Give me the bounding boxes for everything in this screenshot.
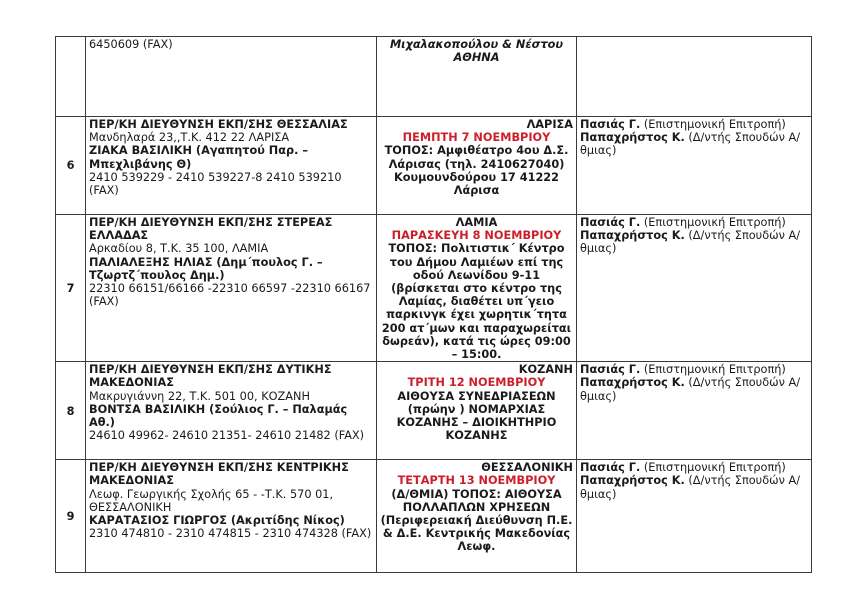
team-member — [580, 118, 808, 131]
directorate-phones: 22310 66151/66166 -22310 66597 -22310 66167 (FAX) — [89, 282, 371, 309]
member-name: Παπαχρήστος Κ. — [580, 376, 685, 390]
team-member — [580, 229, 808, 255]
directorate-cell — [86, 117, 377, 215]
member-name: Παπαχρήστος Κ. — [580, 474, 685, 488]
table-row — [56, 37, 812, 117]
team-cell — [577, 117, 812, 215]
venue-cell — [377, 215, 577, 362]
venue-date: ΠΕΜΠΤΗ 7 ΝΟΕΜΒΡΙΟΥ — [402, 131, 551, 145]
directorate-cell — [86, 37, 377, 117]
member-role: (Δ/ντής Σπουδών Α/θμιας) — [580, 474, 801, 501]
venue-city: ΚΟΖΑΝΗ — [518, 363, 573, 377]
team-member — [580, 216, 808, 229]
directorate-phones: 2410 539229 - 2410 539227-8 2410 539210 (FAX) — [89, 170, 342, 198]
venue-details: ΑΙΘΟΥΣΑ ΣΥΝΕΔΡΙΑΣΕΩΝ (πρώην ) ΝΟΜΑΡΧΙΑΣ ΚΟΖΑΝΗΣ – ΔΙΟΙΚΗΤΗΡΙΟ ΚΟΖΑΝΗΣ — [396, 389, 557, 443]
venue-details: ΤΟΠΟΣ: Αμφιθέατρο 4ου Δ.Σ. Λάρισας (τηλ. 2410627040) Κουμουνδούρου 17 41222 Λάρισα — [384, 144, 569, 198]
directorate-fax: 6450609 (FAX) — [89, 38, 173, 51]
venue-city: ΘΕΣΣΑΛΟΝΙΚΗ — [481, 461, 573, 475]
row-number: 7 — [56, 215, 86, 362]
member-role: (Επιστημονική Επιτροπή) — [643, 363, 786, 377]
team-member — [580, 461, 808, 474]
venue-cell — [377, 117, 577, 215]
venue-city: ΑΘΗΝΑ — [453, 51, 500, 65]
directorate-phones: 2310 474810 - 2310 474815 - 2310 474328 (FAX) — [89, 527, 372, 541]
member-name: Πασιάς Γ. — [580, 118, 641, 131]
venue-details: (Δ/ΘΜΙΑ) ΤΟΠΟΣ: ΑΙΘΟΥΣΑ ΠΟΛΛΑΠΛΩΝ ΧΡΗΣΕΩΝ (Περιφερειακή Διεύθυνση Π.Ε. & Δ.Ε. Κεντρικής Μακεδονίας Λεωφ. — [380, 487, 573, 554]
team-cell — [577, 460, 812, 573]
venue-date: ΤΡΙΤΗ 12 ΝΟΕΜΒΡΙΟΥ — [407, 376, 546, 390]
directorate-title: ΠΕΡ/ΚΗ ΔΙΕΥΘΥΝΣΗ ΕΚΠ/ΣΗΣ ΘΕΣΣΑΛΙΑΣ — [89, 118, 348, 131]
directorate-cell — [86, 460, 377, 573]
seminar-schedule-table — [55, 36, 812, 573]
team-cell — [577, 215, 812, 362]
directorate-cell — [86, 362, 377, 460]
directorate-title: ΠΕΡ/ΚΗ ΔΙΕΥΘΥΝΣΗ ΕΚΠ/ΣΗΣ ΔΥΤΙΚΗΣ ΜΑΚΕΔΟΝΙΑΣ — [89, 363, 332, 390]
directorate-address: Μακρυγιάννη 22, Τ.Κ. 501 00, ΚΟΖΑΝΗ — [89, 389, 310, 403]
venue-city: ΛΑΜΙΑ — [455, 216, 498, 229]
row-number: 8 — [56, 362, 86, 460]
member-role: (Επιστημονική Επιτροπή) — [643, 118, 786, 131]
venue-street: Μιχαλακοπούλου & Νέστου — [389, 38, 564, 51]
member-name: Πασιάς Γ. — [580, 363, 641, 377]
team-member — [580, 131, 808, 157]
table-row — [56, 117, 812, 215]
venue-cell — [377, 37, 577, 117]
member-name: Παπαχρήστος Κ. — [580, 229, 685, 243]
venue-cell — [377, 362, 577, 460]
team-cell — [577, 37, 812, 117]
row-number — [56, 37, 86, 117]
team-member — [580, 363, 808, 376]
member-role: (Δ/ντής Σπουδών Α/θμιας) — [580, 229, 801, 256]
team-member — [580, 474, 808, 500]
directorate-person: ΚΑΡΑΤΑΣΙΟΣ ΓΙΩΡΓΟΣ (Ακριτίδης Νίκος) — [89, 514, 345, 528]
directorate-title: ΠΕΡ/ΚΗ ΔΙΕΥΘΥΝΣΗ ΕΚΠ/ΣΗΣ ΚΕΝΤΡΙΚΗΣ ΜΑΚΕΔΟΝΙΑΣ — [89, 461, 349, 488]
directorate-address: Λεωφ. Γεωργικής Σχολής 65 - -Τ.Κ. 570 01, ΘΕΣΣΑΛΟΝΙΚΗ — [89, 487, 334, 514]
member-role: (Δ/ντής Σπουδών Α/θμιας) — [580, 376, 801, 403]
directorate-phones: 24610 49962- 24610 21351- 24610 21482 (FAX) — [89, 429, 365, 443]
venue-cell — [377, 460, 577, 573]
directorate-person: ΒΟΝΤΣΑ ΒΑΣΙΛΙΚΗ (Σούλιος Γ. – Παλαμάς Αθ.) — [89, 402, 348, 430]
venue-details: ΤΟΠΟΣ: Πολιτιστικ΄ Κέντρο του Δήμου Λαμιέων επί της οδού Λεωνίδου 9-11 (βρίσκεται στο κέντρο της Λαμίας, διαθέτει υπ΄γειο παρκινγκ έχει χωρητικ΄τητα 200 ατ΄μων και παραχωρείται δωρεάν), κατά τις ώρες 09:00 – 15:00. — [381, 242, 572, 362]
member-role: (Επιστημονική Επιτροπή) — [643, 461, 786, 475]
table-row — [56, 215, 812, 362]
directorate-person: ΖΙΑΚΑ ΒΑΣΙΛΙΚΗ (Αγαπητού Παρ. – Μπεχλιβάνης Θ) — [89, 144, 308, 171]
row-number: 9 — [56, 460, 86, 573]
member-role: (Επιστημονική Επιτροπή) — [643, 216, 786, 229]
row-number: 6 — [56, 117, 86, 215]
directorate-cell — [86, 215, 377, 362]
directorate-address: Μανδηλαρά 23,,Τ.Κ. 412 22 ΛΑΡΙΣΑ — [89, 131, 290, 145]
directorate-person: ΠΑΛΙΑΛΕΞΗΣ ΗΛΙΑΣ (Δημ΄πουλος Γ. – Τζωρτζ΄πουλος Δημ.) — [89, 255, 323, 282]
team-cell — [577, 362, 812, 460]
team-member — [580, 376, 808, 402]
directorate-title: ΠΕΡ/ΚΗ ΔΙΕΥΘΥΝΣΗ ΕΚΠ/ΣΗΣ ΣΤΕΡΕΑΣ ΕΛΛΑΔΑΣ — [89, 216, 333, 243]
member-name: Πασιάς Γ. — [580, 216, 641, 229]
venue-date: ΠΑΡΑΣΚΕΥΗ 8 ΝΟΕΜΒΡΙΟΥ — [391, 229, 562, 243]
member-name: Παπαχρήστος Κ. — [580, 131, 685, 145]
venue-date: ΤΕΤΑΡΤΗ 13 ΝΟΕΜΒΡΙΟΥ — [397, 474, 556, 488]
table-row — [56, 362, 812, 460]
directorate-address: Αρκαδίου 8, Τ.Κ. 35 100, ΛΑΜΙΑ — [89, 242, 269, 256]
venue-city: ΛΑΡΙΣΑ — [526, 118, 573, 131]
table-row — [56, 460, 812, 573]
member-name: Πασιάς Γ. — [580, 461, 641, 475]
member-role: (Δ/ντής Σπουδών Α/θμιας) — [580, 131, 801, 158]
